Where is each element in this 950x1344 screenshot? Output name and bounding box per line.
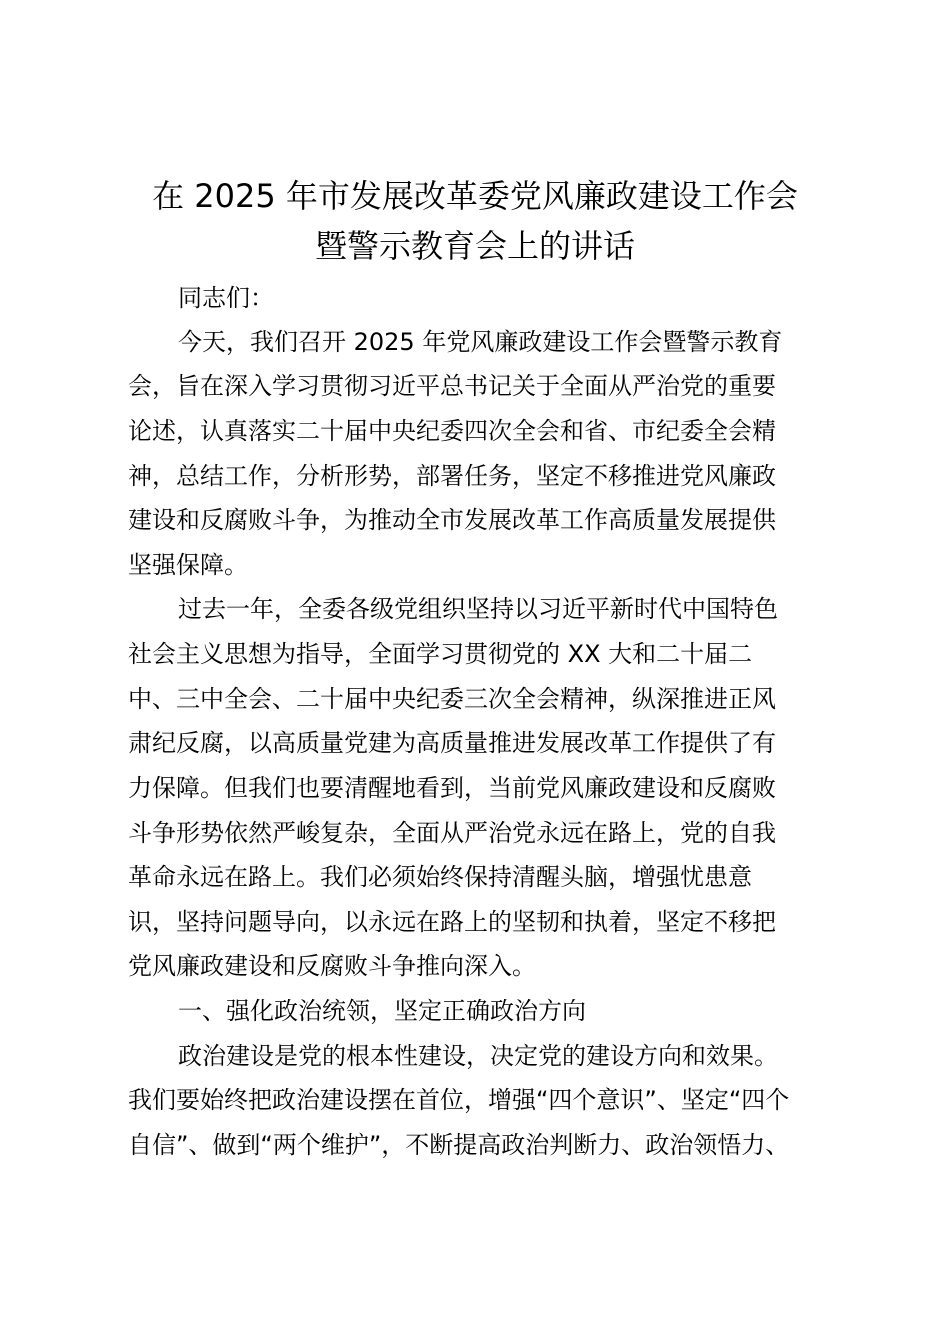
body-line: 识，坚持问题导向，以永远在路上的坚韧和执着，坚定不移把 — [128, 908, 776, 936]
body-line: 斗争形势依然严峻复杂，全面从严治党永远在路上，党的自我 — [128, 819, 776, 847]
body-line: 坚强保障。 — [128, 551, 248, 579]
salutation: 同志们： — [178, 284, 274, 312]
body-line: 自信”、做到“两个维护”，不断提高政治判断力、政治领悟力、 — [128, 1131, 790, 1159]
body-line: 肃纪反腐，以高质量党建为高质量推进发展改革工作提供了有 — [128, 729, 776, 757]
body-line: 力保障。但我们也要清醒地看到，当前党风廉政建设和反腐败 — [128, 774, 776, 802]
body-line: 过去一年，全委各级党组织坚持以习近平新时代中国特色 — [178, 595, 778, 623]
body-line: 我们要始终把政治建设摆在首位，增强“四个意识”、坚定“四个 — [128, 1086, 790, 1114]
body-line: 中、三中全会、二十届中央纪委三次全会精神，纵深推进正风 — [128, 685, 776, 713]
body-line: 革命永远在路上。我们必须始终保持清醒头脑，增强忧患意 — [128, 863, 752, 891]
body-line: 论述，认真落实二十届中央纪委四次全会和省、市纪委全会精 — [128, 417, 776, 445]
body-line: 会，旨在深入学习贯彻习近平总书记关于全面从严治党的重要 — [128, 372, 776, 400]
body-line: 建设和反腐败斗争，为推动全市发展改革工作高质量发展提供 — [128, 506, 776, 534]
document-title-line-2: 暨警示教育会上的讲话 — [314, 227, 635, 265]
body-line: 社会主义思想为指导，全面学习贯彻党的 XX 大和二十届二 — [128, 640, 753, 668]
body-line: 神，总结工作，分析形势，部署任务，坚定不移推进党风廉政 — [128, 462, 776, 490]
section-heading: 一、强化政治统领，坚定正确政治方向 — [178, 997, 586, 1025]
document-title-line-1: 在 2025 年市发展改革委党风廉政建设工作会 — [152, 177, 798, 215]
body-line: 今天，我们召开 2025 年党风廉政建设工作会暨警示教育 — [178, 328, 783, 356]
body-line: 政治建设是党的根本性建设，决定党的建设方向和效果。 — [178, 1042, 778, 1070]
body-line: 党风廉政建设和反腐败斗争推向深入。 — [128, 952, 536, 980]
